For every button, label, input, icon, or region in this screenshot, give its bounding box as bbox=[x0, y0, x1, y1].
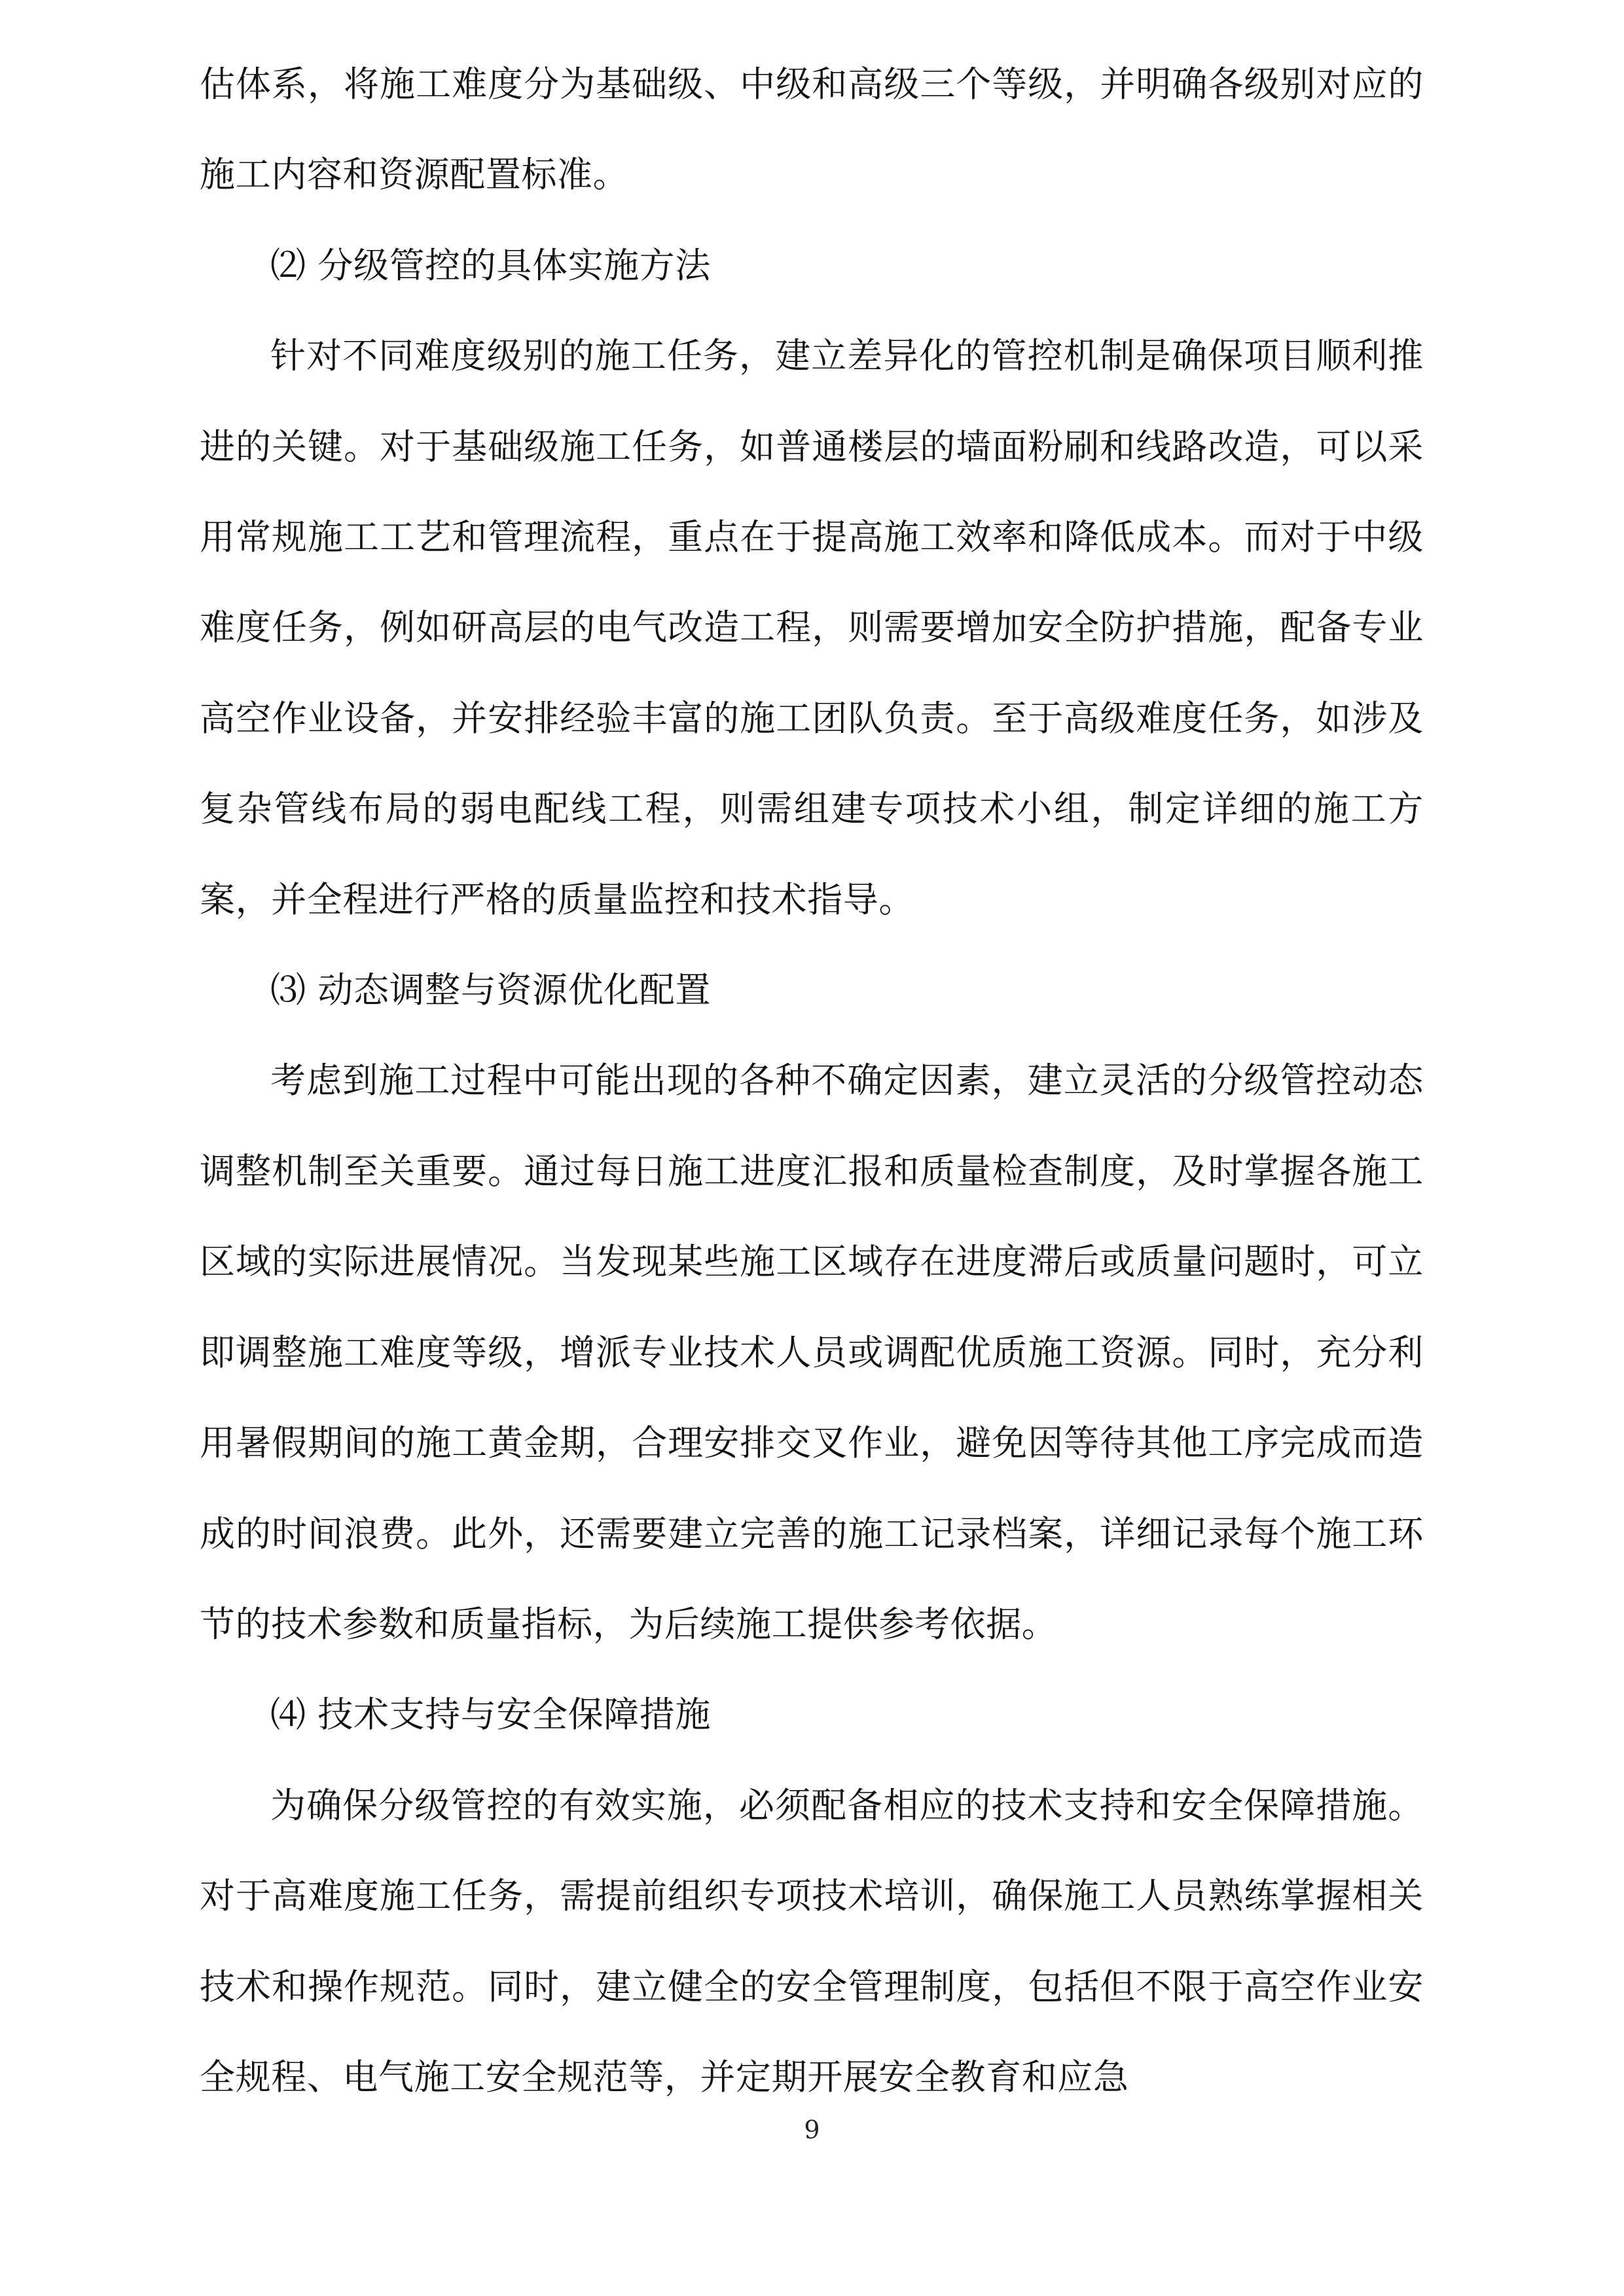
body-text bbox=[200, 39, 1424, 2123]
section-heading-2: ⑵ 分级管控的具体实施方法 bbox=[270, 244, 711, 286]
page-number: 9 bbox=[804, 2115, 820, 2144]
paragraph-dynamic-adjustment: 考虑到施工过程中可能出现的各种不确定因素，建立灵活的分级管控动态调整机制至关重要。通过每日施工进度汇报和质量检查制度，及时掌握各施工区域的实际进展情况。当发现某些施工区域存在进度滞后或质量问题时，可立即调整施工难度等级，增派专业技术人员或调配优质施工资源。同时，充分利用暑假期间的施工黄金期，合理安排交叉作业，避免因等待其他工序完成而造成的时间浪费。此外，还需要建立完善的施工记录档案，详细记录每个施工环节的技术参数和质量指标，为后续施工提供参考依据。 bbox=[200, 1060, 1424, 1645]
paragraph-graded-control-methods: 针对不同难度级别的施工任务，建立差异化的管控机制是确保项目顺利推进的关键。对于基础级施工任务，如普通楼层的墙面粉刷和线路改造，可以采用常规施工工艺和管理流程，重点在于提高施工效率和降低成本。而对于中级难度任务，例如研高层的电气改造工程，则需要增加安全防护措施，配备专业高空作业设备，并安排经验丰富的施工团队负责。至于高级难度任务，如涉及复杂管线布局的弱电配线工程，则需组建专项技术小组，制定详细的施工方案，并全程进行严格的质量监控和技术指导。 bbox=[200, 335, 1424, 920]
paragraph-technical-safety: 为确保分级管控的有效实施，必须配备相应的技术支持和安全保障措施。对于高难度施工任务，需提前组织专项技术培训，确保施工人员熟练掌握相关技术和操作规范。同时，建立健全的安全管理制度，包括但不限于高空作业安全规程、电气施工安全规范等，并定期开展安全教育和应急 bbox=[200, 1784, 1424, 2098]
paragraph-continuation: 估体系，将施工难度分为基础级、中级和高级三个等级，并明确各级别对应的施工内容和资源配置标准。 bbox=[200, 63, 1424, 196]
section-heading-4: ⑷ 技术支持与安全保障措施 bbox=[270, 1694, 711, 1736]
section-heading-3: ⑶ 动态调整与资源优化配置 bbox=[270, 969, 711, 1011]
